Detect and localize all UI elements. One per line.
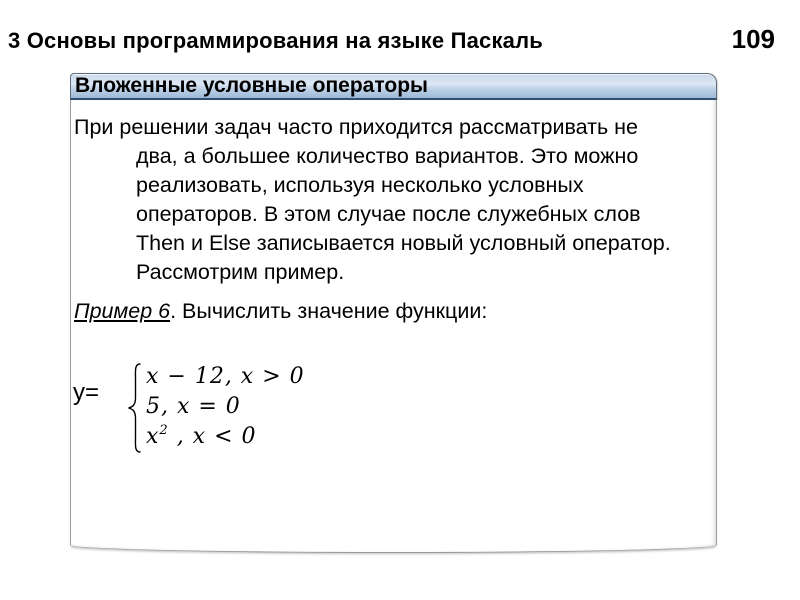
example-line (74, 299, 487, 324)
page-number: 109 (731, 24, 775, 54)
formula-lhs: y= (73, 379, 100, 406)
formula-case (146, 392, 305, 422)
paragraph-line: реализовать, используя несколько условных (136, 173, 584, 197)
formula-case (146, 422, 305, 452)
page-title: 3 Основы программирования на языке Паскаль (8, 28, 544, 53)
paragraph-line: два, а большее количество вариантов. Это можно (136, 144, 639, 168)
formula-case (146, 362, 305, 392)
paragraph-line: При решении задач часто приходится рассматривать не (74, 115, 638, 139)
case-expression: 5, x = 0 (146, 394, 241, 419)
page-header (8, 24, 775, 55)
paragraph-line: Рассмотрим пример. (136, 260, 345, 284)
example-text: . Вычислить значение функции: (170, 299, 488, 323)
paragraph-line: операторов. В этом случае после служебных слов (136, 202, 641, 226)
content-panel (70, 73, 717, 553)
case-superscript: 2 (159, 422, 169, 438)
paragraph-line: Then и Else записывается новый условный оператор. (136, 231, 671, 255)
formula (73, 358, 393, 458)
paragraph (74, 113, 671, 287)
formula-cases (146, 362, 305, 452)
case-condition: , x < 0 (168, 424, 257, 449)
panel-title: Вложенные условные операторы (75, 74, 428, 97)
panel-title-bar (70, 73, 717, 100)
left-curly-brace-icon (125, 362, 143, 454)
case-expression: x − 12, x > 0 (146, 364, 305, 389)
case-expression: x (146, 424, 160, 449)
example-label: Пример 6 (74, 299, 171, 323)
panel-body (70, 100, 717, 553)
